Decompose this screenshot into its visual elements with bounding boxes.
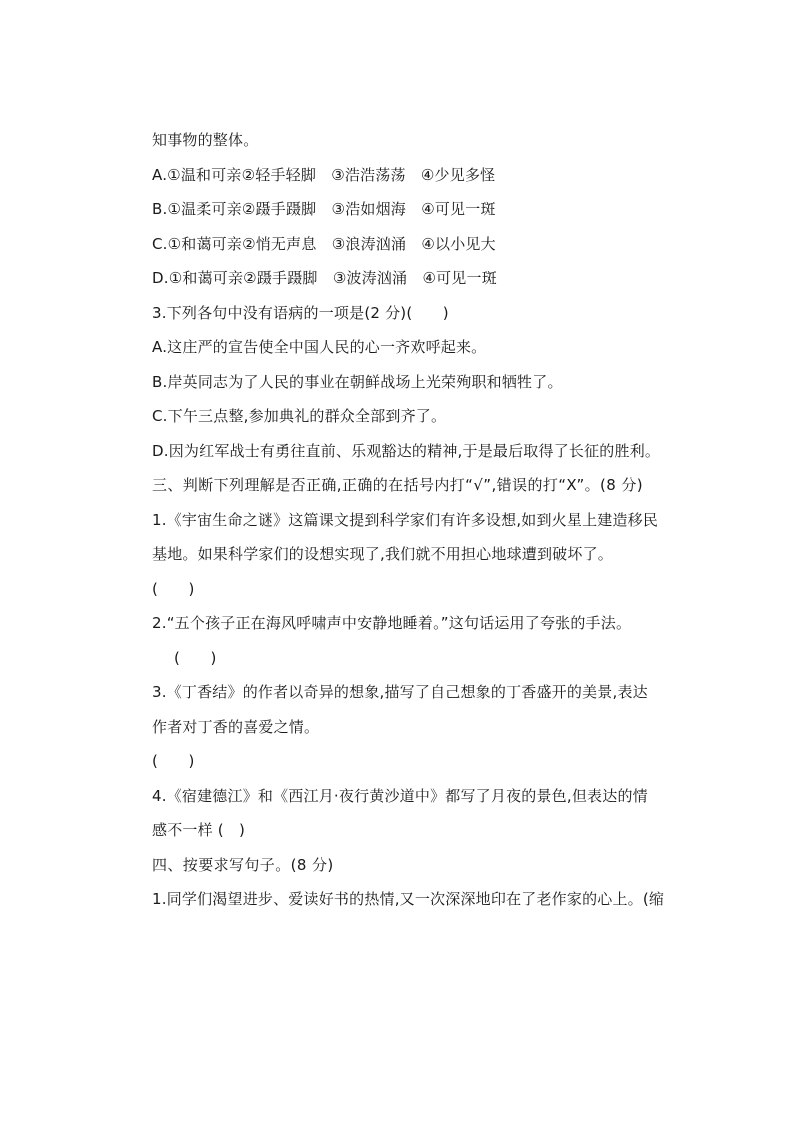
judge-item-1: 1.《宇宙生命之谜》这篇课文提到科学家们有许多设想,如到火星上建造移民 <box>152 510 659 529</box>
section-3-heading: 三、判断下列理解是否正确,正确的在括号内打“√”,错误的打“X”。(8 分) <box>152 476 644 494</box>
answer-bracket: ( ) <box>174 648 217 667</box>
rewrite-item-1: 1.同学们渴望进步、爱读好书的热情,又一次深深地印在了老作家的心上。(缩 <box>152 890 665 908</box>
option-d: D.①和蔼可亲②蹑手蹑脚 ③波涛汹涌 ④可见一斑 <box>152 269 497 287</box>
q3-option-d: D.因为红军战士有勇往直前、乐观豁达的精神,于是最后取得了长征的胜利。 <box>152 441 661 460</box>
judge-item-1-cont: 基地。如果科学家们的设想实现了,我们就不用担心地球遭到破坏了。 <box>152 545 613 563</box>
judge-item-3: 3.《丁香结》的作者以奇异的想象,描写了自己想象的丁香盛开的美景,表达 <box>152 683 648 701</box>
answer-bracket: ( ) <box>152 752 195 770</box>
q3-option-c: C.下午三点整,参加典礼的群众全部到齐了。 <box>152 407 447 425</box>
question-3: 3.下列各句中没有语病的一项是(2 分)( ) <box>152 303 449 322</box>
answer-bracket: ( ) <box>152 579 195 598</box>
option-c: C.①和蔼可亲②悄无声息 ③浪涛汹涌 ④以小见大 <box>152 234 496 253</box>
q3-option-a: A.这庄严的宣告使全中国人民的心一齐欢呼起来。 <box>152 338 487 356</box>
option-b: B.①温柔可亲②蹑手蹑脚 ③浩如烟海 ④可见一斑 <box>152 200 496 218</box>
option-a: A.①温和可亲②轻手轻脚 ③浩浩荡荡 ④少见多怪 <box>152 165 496 184</box>
judge-item-4-cont: 感不一样 ( ) <box>152 821 246 839</box>
judge-item-2: 2.“五个孩子正在海风呼啸声中安静地睡着。”这句话运用了夸张的手法。 <box>152 614 632 632</box>
judge-item-3-cont: 作者对丁香的喜爱之情。 <box>152 717 320 736</box>
judge-item-4: 4.《宿建德江》和《西江月·夜行黄沙道中》都写了月夜的景色,但表达的情 <box>152 786 648 805</box>
exam-page-content <box>152 123 672 917</box>
text-line: 知事物的整体。 <box>152 131 259 149</box>
q3-option-b: B.岸英同志为了人民的事业在朝鲜战场上光荣殉职和牺牲了。 <box>152 372 563 391</box>
section-4-heading: 四、按要求写句子。(8 分) <box>152 855 334 874</box>
